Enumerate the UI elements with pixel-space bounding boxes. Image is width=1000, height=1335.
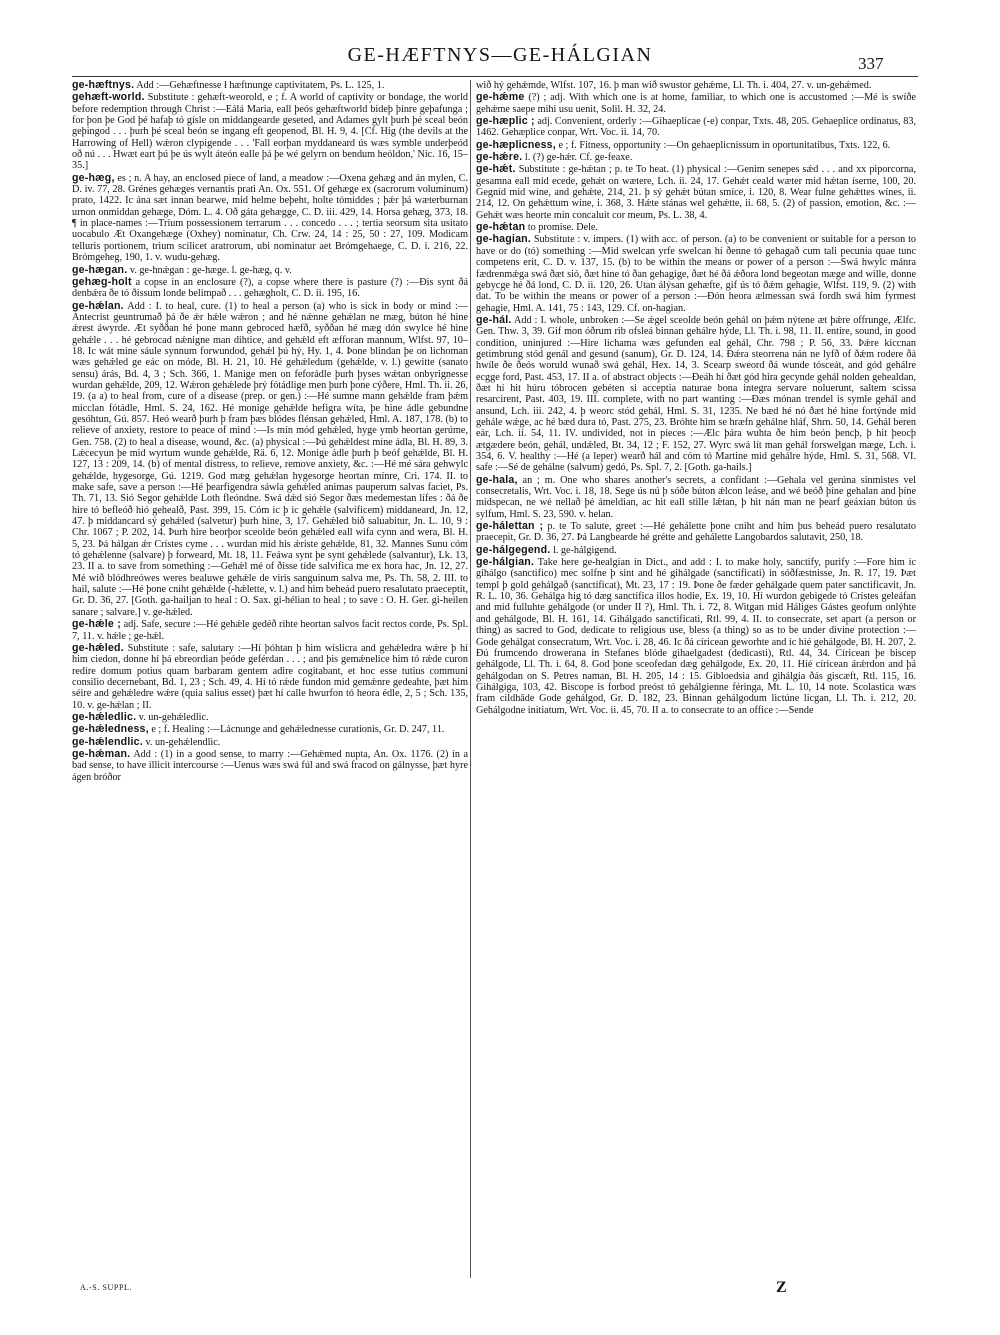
entry-text: (?) ; adj. With which one is at home, familiar, to which one is accustomed :—Mé is swíðe gehǽme saepe mihi usu uenit, Solil. H. 32, 24.: [476, 92, 916, 115]
entry-headword: gehæg-holt: [72, 275, 132, 288]
entry-headword: ge-hæftnys.: [72, 80, 135, 91]
dictionary-entry: [72, 712, 468, 723]
entry-text: Substitute : safe, salutary :—Hí þóhtan þ him wíslicra and gehǽledra wǽre þ hí him ciedon, donne hí þá ebreordian þeóde geférdan . . . ; and þis gemǽnelice him tó rǽde curon redire domum potius quam barbaram gentem adire cogitabant, et hoc esse tutius communi consilio decernebant, Bd. 1, 23 ; Sch. 49, 4. Hí tó rǽde fundon mid gemǽnre gedeahte, þæt him séire and gehǽledre wǽre (quia salius esset) þæt hí calle hwurfon tó heora édle, 2, 5 ; Sch. 135, 10. v. ge-hǽlan ; II.: [72, 642, 468, 711]
dictionary-entry: [476, 557, 916, 716]
entry-headword: ge-hǽman.: [72, 747, 131, 760]
dictionary-entry: [476, 152, 916, 163]
entry-text: Substitute : ge-hǽtan ; p. te To heat. (1) physical :—Genim senepes sǽd . . . and xx piporcorna, gesamna eall mid ecede, gehǽt on wætere, Lch. ii. 24, 17. Gehǽt ceald wæter mid hǽtan íserne, 100, 20. Gegníd mid wíne, and gehǽte, 214, 21. þ sý gehǽt bútan smíce, i. 120, 8. Wear fulne gehǽttes wínes, ii. 214, 12. On gehǽttum wíne, i. 368, 3. Hǽte stánas wel gehǽtte, ii. 68, 5. (2) of passion, emotion, &c. :—Gehǽt wæs heorte mín concaluit cor meum, Ps. L. 38, 4.: [476, 164, 916, 221]
left-column: [72, 80, 468, 1278]
entry-text: Add : I. to heal, cure. (1) to heal a person (a) who is sick in body or mind :—Antecrist geuntrumað þá ðe ǽr hǽle wǽron ; and hé nǽnne gehǽlan ne mæg, búton hé hine ǽrest áwyrde. Æt syððan hé þone mann gebroced hæfð, syððan hé mæg dón swylce hé hine gehǽle . . . hé gebrocad nǽnigne man dihtice, and gehǽld eft æfforan mannum, Wlfst. 97, 10–18. Ic wát míne sáule synnum forwundod, gehǽl þú hý, Hy. 1, 4. Þone blindan þe on lichoman wæs gehǽled ge eác on móde, Bl. H. 21, 10. Hé gehǽledum (gehǽlde, v. l.) gewitte (sanato sensu) árás, Bd. 4, 3 ; Sch. 366, 1. Manige men on feforádle þurh þyses wǽtan onbyrignesse wurdan gehǽlde, 209, 12. Wǽron gehǽlede þrý fótádlige men þurh þone cýðere, Hml. Th. ii. 26, 19. (a a) to heal from, cure of a disease (prep. or gen.) :—Hé sumne mann gehǽlde fram þǽm micclan fótádle, Hml. S. 24, 162. Hé monige gehǽlde hefigra wíta, þe hine ádle gebundne gesóhtun, Gú. 857. Heó wearð þurh þ fram þæs blódes flénsan gehǽled, Hml. A. 187, 178. (b) to relieve of anxiety, restore to peace of mind :—Is mín mód gehǽled, hyge ymb heortan gerúme, Gen. 758. (2) to heal a disease, wound, &c. (a) physical :—Þú gehǽldest míne ádla, Bl. H. 89, 3. Lǽcecyun þe mid wyrtum wunde gehǽlde, Rä. 6, 12. Monige ádle þurh þ beóf gehǽlde, Bl. H. 127, 13 : 209, 14. (b) of mental distress, to relieve, remove anxiety, &c. :—Hé mé sára gehwylc gehǽlde, hygesorge, Gú. 1219. God mæg gehǽlan hygesorge heortan mínre, Cri. 174. II. to make safe, save a person :—Hé þearfigendra sáwla gehǽled animas pauperum salvas faciet, Ps. Th. 71, 13. Sió Segor gehǽlde Loth fleóndne. Swá dǽd sió Segor ðæs medemestan lífes : ðá ðe hire tó befleóð hió gehealð, Past. 399, 15. Cóm ic þ ic gehǽle (salvificem) middaneard, Jn. 12, 47. þ middancard sý gehǽled (salvetur) þurh hine, 3, 17. Gehǽled bið saluabitur, Jn. L. 10, 9 : Chr. 1067 ; P. 202, 14. Þurh hire beorþor sceolde beón gehǽled eall wifa cynn and wera, Bl. H. 5, 23. Þá hálgan ǽr Crístes cyme . . . wurdan mid his ǽriste gehǽlde, 81, 32. Mannes Sunu cóm tó gehǽlenne (salvare) þ forweard, Mt. 18, 11. Feáwa synt þe synt gehǽlede (salvantur), Lk. 13, 23. II a. to save from something :—Gehǽl mé of ðisse tíde salvifica me ex hora hac, Jn. 12, 27. Mé wið blódhreówes weres bealuwe gehǽle de viris sanguinum salva me, Ps. Th. 58, 2. III. to hail, salute :—Hé þone cniht gehǽlde (-hǽlette, v. l.) and him beheád puero resalutato praeceptit, Gr. D. 36, 27. [Goth. ga-hailjan to heal : O. Sax. gi-hélian to heal ; to save : O. H. Ger. gi-heilen sanare ; salvare.] v. ge-hǽled.: [72, 300, 468, 618]
dictionary-entry: [72, 265, 468, 276]
entry-text: l. ge-hálgigend.: [552, 544, 617, 556]
entry-headword: ge-hǽt.: [476, 163, 516, 176]
entry-text: p. te To salute, greet :—Hé gehálette þone cniht and him þus beheád puero resalutato praecepit, Gr. D. 36, 27. Þá Langbearde hé grétte and gehálette Langobardos salutavit, 250, 18.: [476, 521, 916, 544]
dictionary-entry: [476, 315, 916, 474]
entry-headword: ge-hǽledlic.: [72, 710, 137, 723]
entry-text: adj. Convenient, orderly :—Gihaeplicae (-e) conpar, Txts. 48, 205. Gehaeplice ordinatus, 83, 1462. Gehæplice conpar, Wrt. Voc. ii. 14, 70.: [476, 116, 916, 139]
entry-text: e ; f. Healing :—Lácnunge and gehǽlednesse curationis, Gr. D. 247, 11.: [151, 724, 445, 736]
entry-text: Substitute : gehæft-weorold, e ; f. A world of captivity or bondage, the world before redemption through Christ :—Eálá Maria, eall þeós gehæftworld bideþ þínre geþafunga ; for þon þe God þé hafaþ tó gísle on middangearde geseted, and Adames gylt þurh þé sceal beón geþingod . . . þurh þé sceal beón se ingang eft geopenod, Bl. H. 9, 4. [Cf. Hig (the devils at the Harrowing of Hell) wǽron clypigende . . . 'Fall eorþan myddaneard ús wæs symble underþeód oð nú . . . Hwæt eart þú þe ús wylt áteón ealle þá þe wé gelyrn on bendum heóldon,' Nic. 16, 15–35.]: [72, 92, 468, 172]
dictionary-entry: [476, 545, 916, 556]
dictionary-entry: [476, 140, 916, 151]
entry-headword: gehæft-world.: [72, 91, 145, 104]
entry-text: wið hý gehǽmde, Wlfst. 107, 16. þ man wið swustor gehǽme, Ll. Th. i. 404, 27. v. un-gehǽmed.: [476, 80, 872, 91]
entry-text: a copse in an enclosure (?), a copse where there is pasture (?) :—Đis synt ðá denbǽra ðe tó ðissum londe belimpað . . . gehægholt, C. D. ii. 195, 16.: [72, 276, 468, 300]
dictionary-entry: [72, 724, 468, 735]
entry-text: Take here ge-healgian in Dict., and add : I. to make holy, sanctify, purify :—Fore him ic gihálgo (sanctifico) mec solfne þ sint and hé gihálgade (sanctificati) in sóðfæstnisse, Jn. R. 17, 19. Þæt templ þ gold gehálgað (sanctificat), Mt. 23, 17 : 19. Þone ðe fæder gehálgade quem pater sanctificavit, Jn. R. L. 10, 36. Gehálga hig tó dæg sanctifica illos hodie, Ex. 19, 10. Hí wurdon gebigede tó Crístes geleáfan and mid fulluhte gehálgode (or under II ?), Hml. Th. i. 72, 8. Witgan mid Háliges Gástes geofum onlýhte and gehálgode, Bl. H. 161, 14. Gihálgado sanctificati, Rtl. 99, 4. II. to consecrate, set apart (a person or thing) as sacred to God, dedicate to religious use, bless (a thing) so as to be under divine protection :—Gode gehálgat consecratum, Wrt. Voc. i. 28, 46. Ic ðá círicean geworhte and ic hié gehálgode, Bl. H. 207, 2. Đú frumcendo drowerana in Stefanes blóde gihaelgadest (dedicasti), Rtl. 44, 34. Círicean þe biscep gehálgode, Ll. Th. i. 64, 8. God þone sceofedan dæg gehálgode, Ex. 20, 11. Hié círicean árǽrdon and þá gehálgodan on S. Petres naman, Bl. H. 205, 14 : 15. Gibloedsia and gihálgia ðás giscæft, Rtl. 115, 16. Gihálgiga, 103, 42. Biscope is forbod preóst tó gehálgienne féringa, Mt. L. 10, 14 note. Scolastica wæs fram cildhāde Gode gehálgod, Gr. D. 182, 23. Binnan gehálgodum lictúne licgan, Ll. Th. i. 212, 20. Gehálgodne initiatum, Wrt. Voc. ii. 45, 70. II a. to consecrate to an office :—Sende: [476, 557, 916, 716]
dictionary-entry: [476, 475, 916, 520]
entry-headword: ge-hǽtan: [476, 221, 526, 234]
entry-headword: ge-hǽre.: [476, 151, 523, 164]
dictionary-entry: [476, 92, 916, 115]
entry-text: v. un-gehǽledlic.: [138, 711, 209, 723]
right-column: [476, 80, 916, 1278]
entry-headword: ge-hæplic ;: [476, 115, 535, 128]
entry-text: adj. Safe, secure :—Hé gehǽle gedéð rihte heortan salvos facit rectos corde, Ps. Spl. 7, 11. v. hǽle ; ge-hǽl.: [72, 619, 468, 642]
entry-headword: ge-hǽledness,: [72, 723, 149, 736]
signature-letter: Z: [776, 1279, 787, 1296]
dictionary-entry: [72, 277, 468, 300]
entry-headword: ge-hálettan ;: [476, 520, 544, 533]
entry-text: l. (?) ge-hǽr. Cf. ge-feaxe.: [524, 152, 633, 164]
dictionary-entry: [72, 749, 468, 783]
entry-headword: ge-hálgian.: [476, 556, 535, 569]
dictionary-entry: [72, 92, 468, 171]
dictionary-entry: [72, 80, 468, 91]
running-head: GE-HÆFTNYS—GE-HÁLGIAN: [347, 44, 653, 66]
entry-headword: ge-hǽlan.: [72, 299, 124, 312]
entry-headword: ge-hagian.: [476, 233, 531, 246]
entry-text: Substitute : v. impers. (1) with acc. of person. (a) to be convenient or suitable for a person to have or do (tó) something :—Mid swelcan yrfe swelcan hí ðenne tó gehagað cum tali pecunia quae tunc competens erit, C. D. v. 137, 15. (b) to be within the means or power of a person :—Swá hwylc mánra fædrenmǽga swá ðæt sió, ðæt hine tó ðan gehagige, ðæt hé ðá ǽðora lond begeotan mæge and wille, donne gebycge hé ðá lond, C. D. ii. 120, 26. Utan álýsan gehæfte, gif ús tó ðǽm gehagie, Wlfst. 119, 9. (2) with dat. To be within the means or power of a person :—Đón heora ælmessan swá fordh swá him fyrmest gehagie, Hml. A. 141, 75 : 143, 129. Cf. on-hagian.: [476, 234, 916, 314]
entry-headword: ge-hæplicness,: [476, 138, 556, 151]
entry-text: e ; f. Fitness, opportunity :—On gehaeplicnissum in oportunitatibus, Txts. 122, 6.: [558, 139, 891, 151]
entry-text: Add : (1) in a good sense, to marry :—Gehǽmed nupta, An. Ox. 1176. (2) in a bad sense, to have illicit intercourse :—Uenus wæs swá fúl and swá fracod on gálnysse, þæt hyre ágen bróðor: [72, 748, 468, 783]
entry-text: Add :—Gehæftnesse ł hæftnunge captivitatem, Ps. L. 125, 1.: [136, 80, 385, 91]
dictionary-entry: [476, 521, 916, 544]
entry-headword: ge-hala,: [476, 473, 518, 486]
header-rule: [72, 76, 918, 77]
dictionary-entry: [476, 234, 916, 313]
entry-text: v. un-gehǽlendlic.: [145, 736, 221, 748]
entry-text: Add : I. whole, unbroken :—Se ǽgel sceolde beón gehál on þǽm nýtene æt þǽre offrunge, Ælfc. Gen. Thw. 3, 39. Gif mon óðrum rib ofsleá binnan gehálre hýde, Ll. Th. i. 98, 11. II. entire, sound, in good condition, uninjured :—Hire lichama wæs gefunden eal gehál, Chr. 798 ; P. 56, 33. Þǽre kiccnan getimbrung stód genál and gesund (sanum), Gr. D. 124, 14. Đǽra steorrena nán ne lyfð of ðǽm rodere ðá hwíle ðe ðeós woruld wunað swá gehál, Hex. 14, 3. Scearp sweord ðá wunde tósceát, and gód gehálre ecgge ford, Past. 453, 17. II a. of abstract objects :—Đeáh hí ðæt gód hira gecynde gehál nolden gehealdan, ðæt hí hit húru tóbrocen gebéten si acceptia naturae bona integra servare noluerunt, saltem scissa resarcirent, Past. 403, 19. III. complete, with no part wanting :—Đæs mónan trendel is symle gehál and ansund, Lch. iii. 242, 4. þ weorc stód gehál, Hml. S. 31, 1235. Ne bæd hé nó ðæt hé hine fortýnde mid gehále wǽge, ac hé bæd dura tó, Past. 275, 23. Bróhte him se hræfn gehálne hláf, Shrn. 50, 14. Gehál beren eár, Lch. ii. 54, 11. IV. undivided, not in pieces :—Ælc þára wuhta ðe him beón þencþ, þ hit þeocþ ætgædere beón, gehál, undǽled, Bt. 34, 12 ; F. 152, 27. Wyrc swá lít man gehál forswelgan mæge, Lch. i. 354, 6. V. healthy :—Hé (a leper) wearð hál and cóm tó Martine mid gehálre hýde, Hml. S. 31, 568. VI. safe :—Sé de gehálne (salvum) gedó, Ps. Spl. 7, 2. [Goth. ga-hails.]: [476, 314, 916, 474]
dictionary-entry: [476, 80, 916, 91]
entry-headword: ge-hæg,: [72, 171, 115, 184]
column-divider: [470, 80, 471, 1278]
dictionary-entry: [476, 116, 916, 139]
entry-headword: ge-hálgegend.: [476, 543, 551, 556]
entry-headword: ge-hǽled.: [72, 641, 124, 654]
dictionary-entry: [72, 301, 468, 619]
entry-text: to promise. Dele.: [527, 222, 598, 234]
entry-headword: ge-hǽlendlic.: [72, 735, 143, 748]
dictionary-entry: [72, 643, 468, 711]
dictionary-entry: [72, 619, 468, 642]
entry-text: es ; n. A hay, an enclosed piece of land, a meadow :—Oxena gehæg and án mylen, C. D. iv. 77, 28. Grénes gehæges vernantis prati An. Ox. 551. Of gehæge ex (sacrorum voluminum) prato, 1422. Ic ána sæt innan bearwe, mid helme beþeht, holte tómiddes ; þǽr þá wæterburnan urnon onmiddan gehæge, Dóm. L. 4. Oð gáta gehægge, C. D. iii. 429, 14. Horsa gehæg, 373, 18. ¶ in place-names :—Trium possessionem terrarum . . . concedo . . . ; tertia seorsum sita usitato uocabulo Æt Oxangehæge (Oxhey) nominatur, Ch. Crw. 24, 14 : 25, 50 : 27, 109. Modicam telluris portionem, trium scilicet aratrorum, ubi nominatur aet Brómgehaege, C. D. i. 216, 22. Brómgeheg, 190, 1. v. wudu-gehæg.: [72, 172, 468, 264]
dictionary-entry: [476, 222, 916, 233]
entry-text: an ; m. One who shares another's secrets, a confidant :—Gehala vel gerúna sinmistes vel consecretalis, Wrt. Voc. i. 18, 18. Sege ús nú þ sóðe búton ǽlcon leáse, and wé beóð þíne gehalan and þíne midspecan, ne wé nellað þé ámeldian, ac hit eall stille lǽtan, þ hit nán man ne þearf geáxian búton ús sylfum, Hml. S. 23, 590. v. helan.: [476, 474, 916, 520]
dictionary-entry: [72, 173, 468, 264]
entry-headword: ge-hǽme: [476, 91, 525, 104]
entry-headword: ge-hál.: [476, 313, 512, 326]
entry-headword: ge-hǽle ;: [72, 618, 121, 631]
page-number: 337: [858, 54, 884, 73]
entry-headword: ge-hægan.: [72, 263, 128, 276]
entry-text: v. ge-hnǽgan : ge-hæge. l. ge-hæg, q. v.: [129, 264, 292, 276]
dictionary-entry: [476, 164, 916, 221]
dictionary-entry: [72, 737, 468, 748]
signature-mark: A.-S. SUPPL.: [80, 1283, 133, 1292]
